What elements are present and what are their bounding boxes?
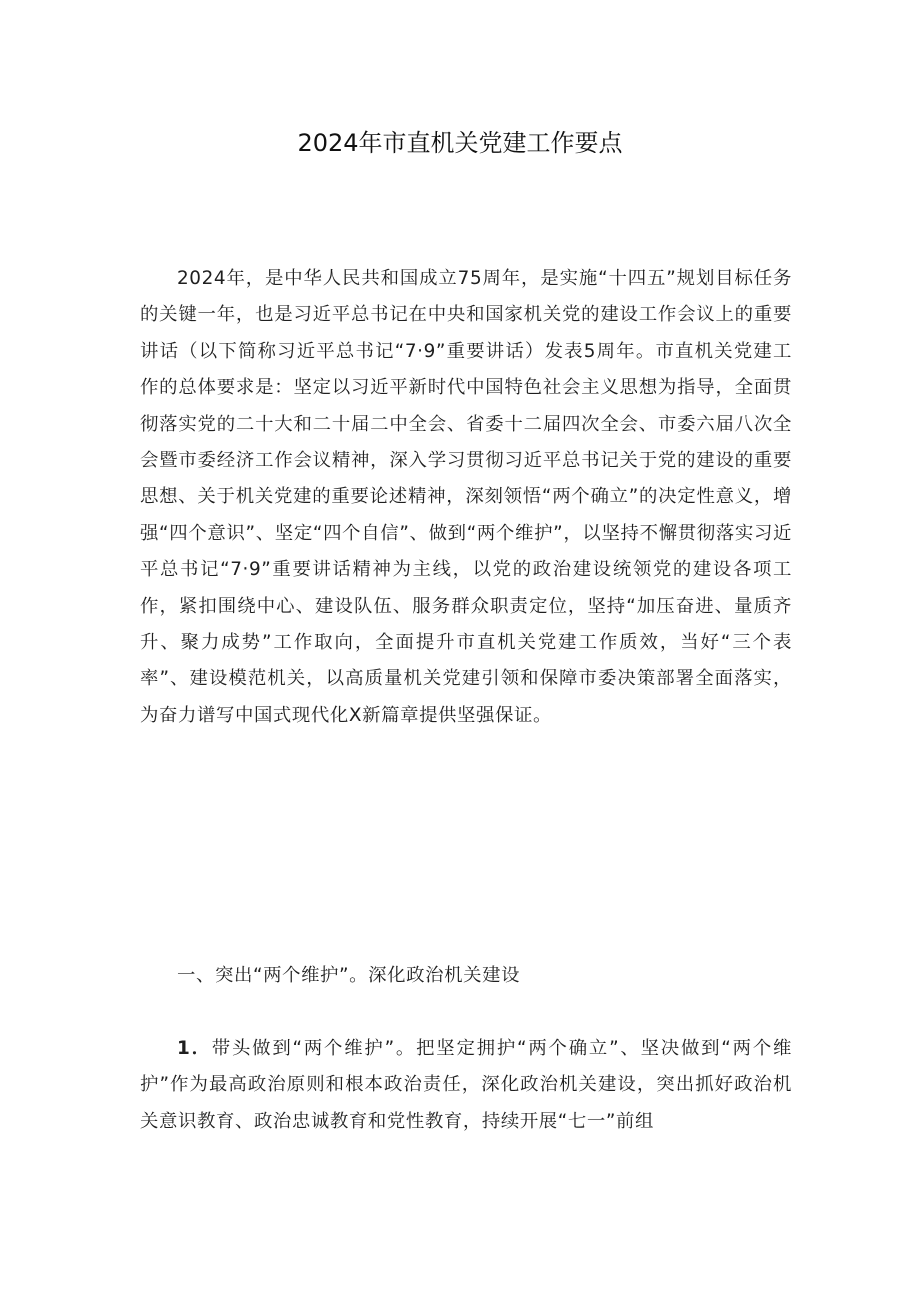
item-text: 带头做到“两个维护”。把坚定拥护“两个确立”、坚决做到“两个维护”作为最高政治原则和根本政治责任，深化政治机关建设，突出抓好政治机关意识教育、政治忠诚教育和党性教育，持续开展“七一”前组 xyxy=(140,1038,792,1132)
intro-paragraph: 2024年，是中华人民共和国成立75周年，是实施“十四五”规划目标任务的关键一年，也是习近平总书记在中央和国家机关党的建设工作会议上的重要讲话（以下简称习近平总书记“7·9”重要讲话）发表5周年。市直机关党建工作的总体要求是：坚定以习近平新时代中国特色社会主义思想为指导，全面贯彻落实党的二十大和二十届二中全会、省委十二届四次全会、市委六届八次全会暨市委经济工作会议精神，深入学习贯彻习近平总书记关于党的建设的重要思想、关于机关党建的重要论述精神，深刻领悟“两个确立”的决定性意义，增强“四个意识”、坚定“四个自信”、做到“两个维护”，以坚持不懈贯彻落实习近平总书记“7·9”重要讲话精神为主线，以党的政治建设统领党的建设各项工作，紧扣围绕中心、建设队伍、服务群众职责定位，坚持“加压奋进、量质齐升、聚力成势”工作取向，全面提升市直机关党建工作质效，当好“三个表率”、建设模范机关，以高质量机关党建引领和保障市委决策部署全面落实，为奋力谱写中国式现代化X新篇章提供坚强保证。 xyxy=(140,268,792,726)
document-title: 2024年市直机关党建工作要点 xyxy=(297,129,623,157)
section-heading: 一、突出“两个维护”。深化政治机关建设 xyxy=(177,965,521,986)
item-number: 1． xyxy=(177,1038,212,1059)
list-item-paragraph xyxy=(140,1031,792,1140)
